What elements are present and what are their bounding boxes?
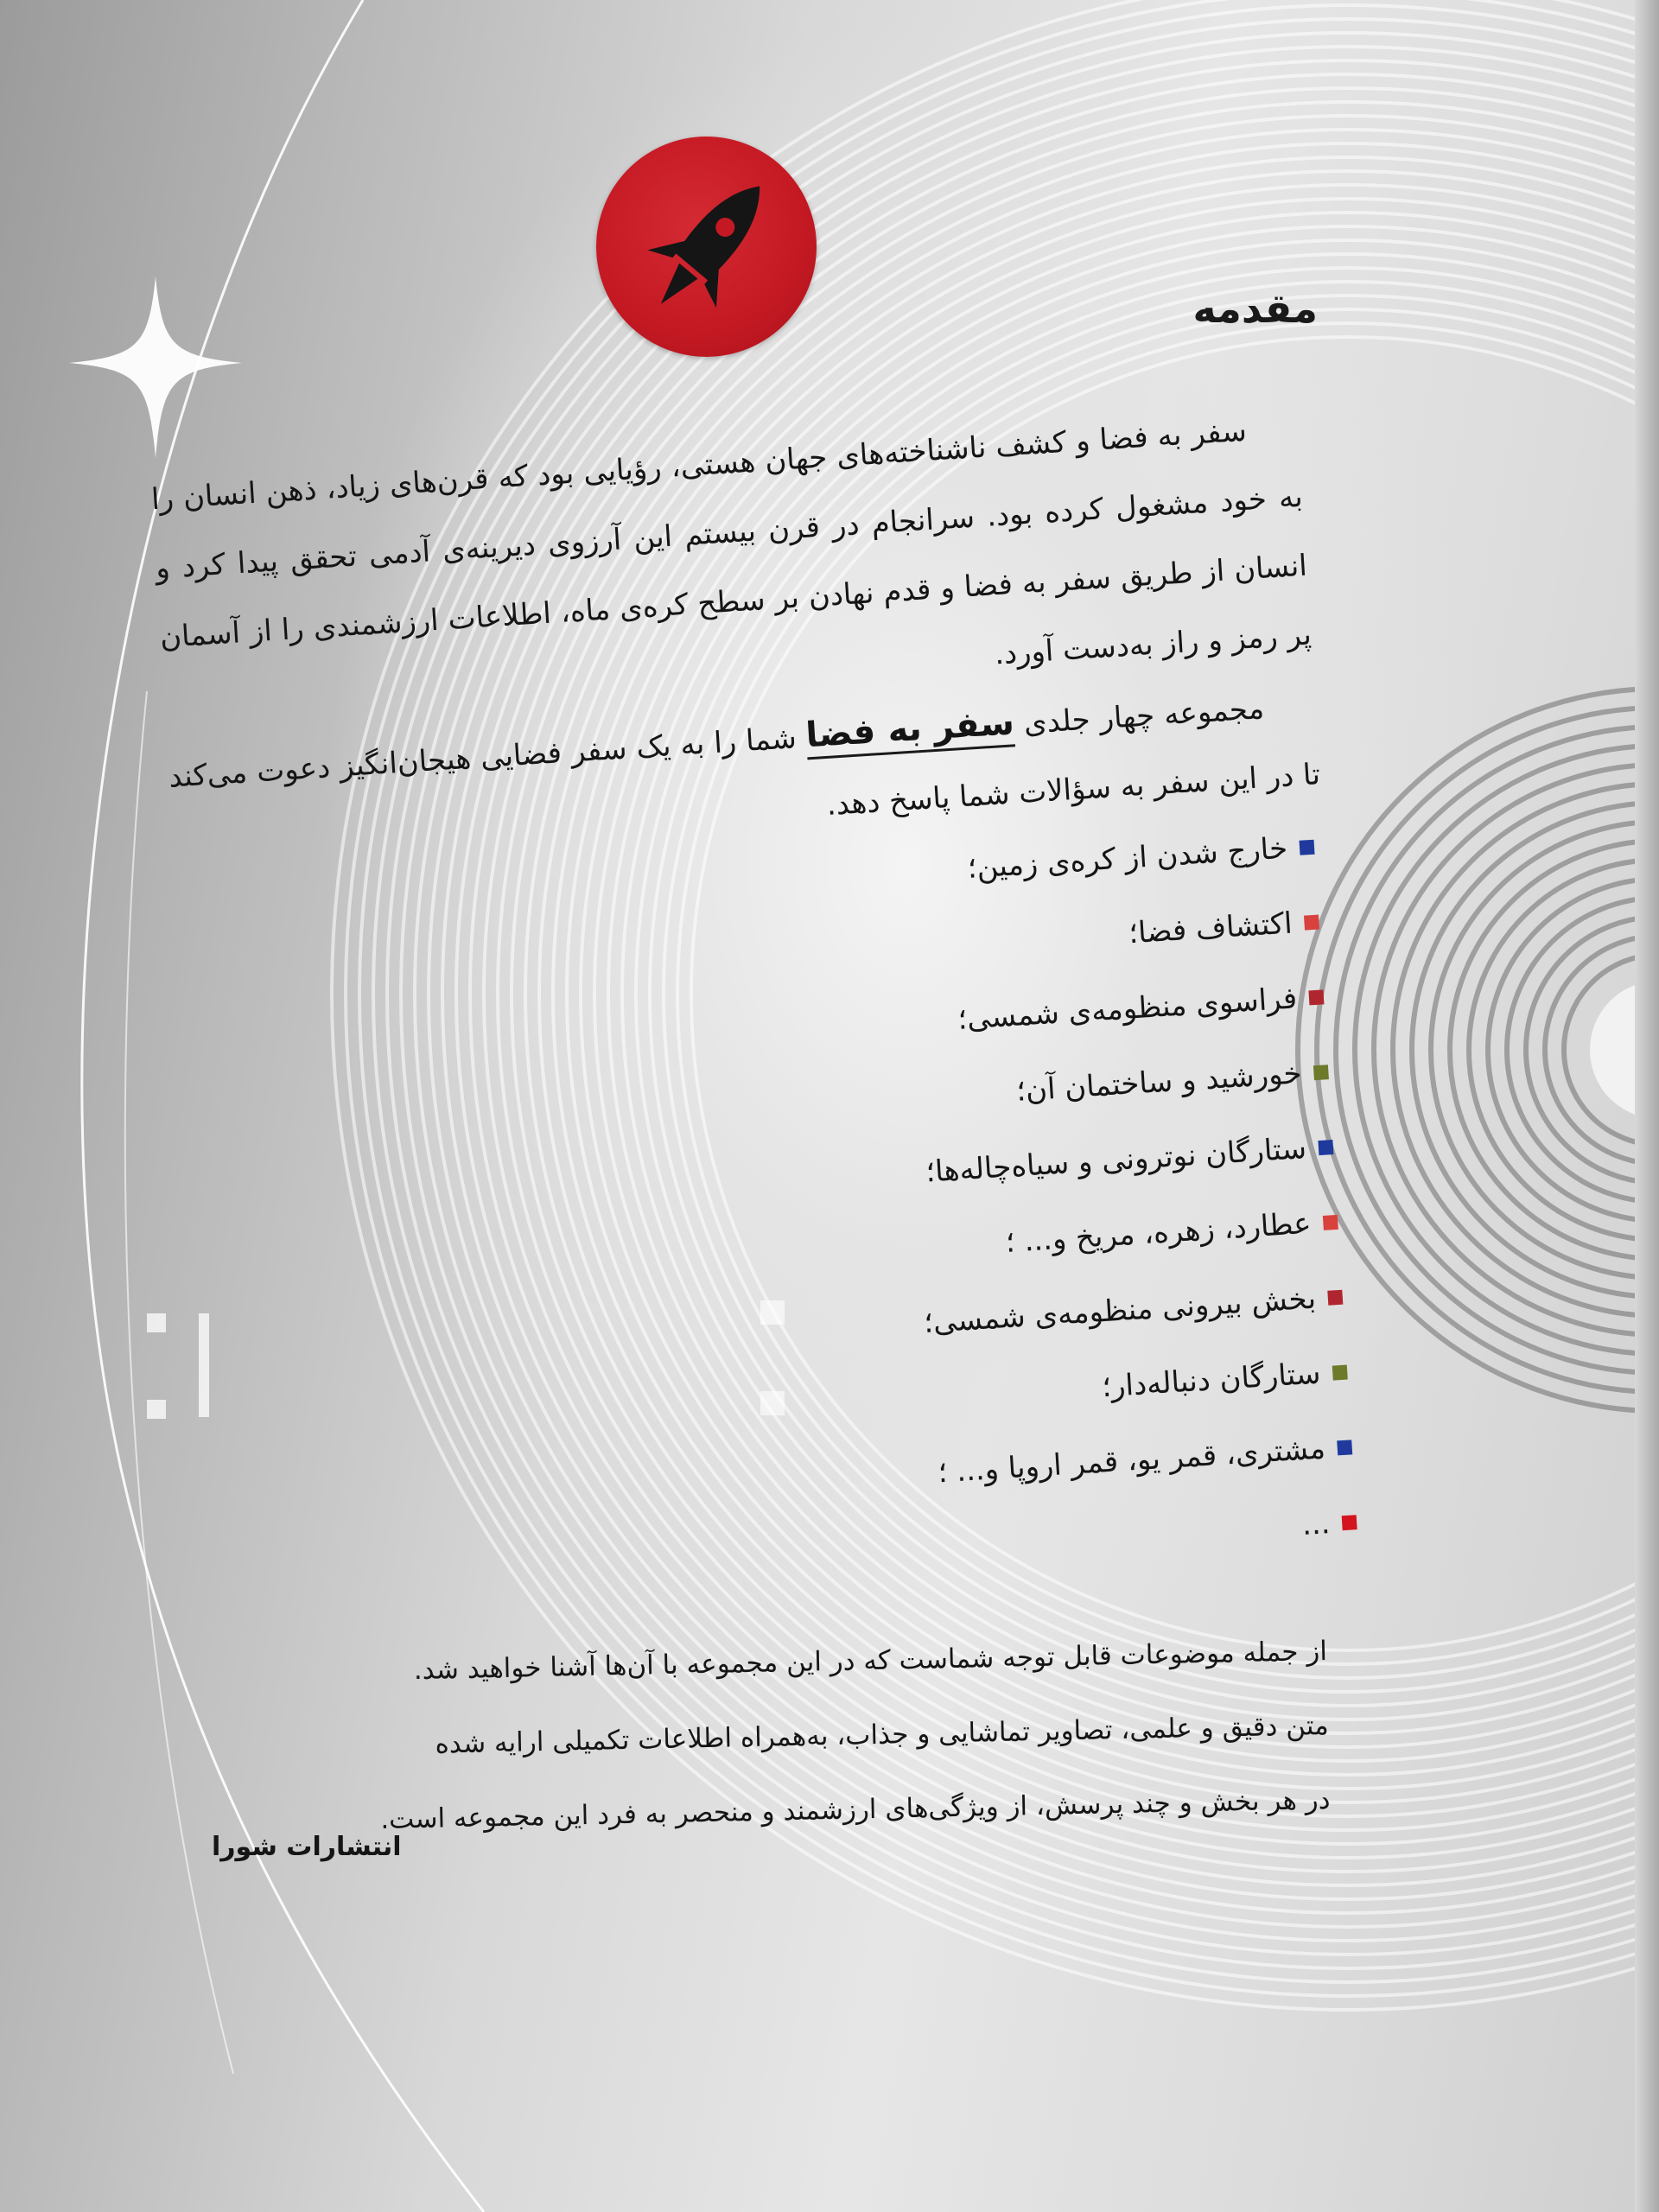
list-item-text: خارج شدن از کره‌ی زمین؛: [966, 830, 1289, 886]
intro-paragraph: سفر به فضا و کشف ناشناخته‌های جهان هستی، رؤیایی بود که قرن‌های زیاد، ذهن انسان را به خود مشغول کرده بود. سرانجام در قرن بیستم این آرزوی دیرینه‌ی آدمی تحقق پیدا کرد و انسان از طریق سفر به فضا و قدم نهادن بر سطح کره‌ی ماه، اطلاعات ارزشمندی را از آسمان پر رمز و راز به‌دست آورد.: [149, 413, 1313, 672]
list-item-text: ...: [1300, 1506, 1332, 1543]
bullet-square-icon: [1318, 1140, 1333, 1155]
pixel-marks-left: [147, 1313, 209, 1419]
bullet-square-icon: [1313, 1065, 1329, 1080]
bullet-square-icon: [1304, 915, 1319, 931]
bullet-square-icon: [1342, 1515, 1357, 1530]
list-item-text: فراسوی منظومه‌ی شمسی؛: [957, 981, 1299, 1037]
list-item-text: مشتری، قمر یو، قمر اروپا و... ؛: [937, 1431, 1327, 1491]
closing-line: متن دقیق و علمی، تصاویر تماشایی و جذاب، به‌همراه اطلاعات تکمیلی ارایه شده: [435, 1709, 1330, 1760]
series-text-before: مجموعه چهار جلدی: [1022, 691, 1266, 741]
bullet-square-icon: [1300, 840, 1315, 855]
bullet-square-icon: [1327, 1290, 1343, 1306]
closing-line: در هر بخش و چند پرسش، از ویژگی‌های ارزشمند و منحصر به فرد این مجموعه است.: [379, 1783, 1331, 1835]
list-item-text: خورشید و ساختمان آن؛: [1015, 1056, 1303, 1109]
closing-line: از جمله موضوعات قابل توجه شماست که در این مجموعه با آن‌ها آشنا خواهید شد.: [413, 1635, 1328, 1687]
list-item-text: ستارگان دنباله‌دار؛: [1101, 1356, 1322, 1405]
list-item-text: بخش بیرونی منظومه‌ی شمسی؛: [922, 1281, 1318, 1341]
closing-section: [194, 1614, 1331, 1860]
bullet-square-icon: [1308, 989, 1324, 1005]
series-text-after: شما را به یک سفر فضایی هیجان‌انگیز دعوت می‌کند تا در این سفر به سؤالات شما پاسخ دهد.: [168, 721, 1322, 823]
bullet-square-icon: [1332, 1365, 1348, 1381]
intro-section: [149, 393, 1370, 1631]
rocket-badge: [596, 137, 817, 357]
publisher-signature: انتشارات شورا: [212, 1832, 402, 1862]
series-title: سفر به فضا: [804, 702, 1015, 760]
rocket-icon: [596, 137, 817, 357]
bullet-square-icon: [1323, 1215, 1338, 1230]
list-item-text: اکتشاف فضا؛: [1128, 906, 1294, 951]
page-heading: مقدمه: [1192, 285, 1318, 332]
sparkle-star-icon: [69, 276, 242, 458]
page-edge: [1635, 0, 1659, 2212]
list-item-text: عطارد، زهره، مریخ و... ؛: [1004, 1205, 1313, 1261]
bullet-square-icon: [1337, 1440, 1352, 1455]
list-item-text: ستارگان نوترونی و سیاه‌چاله‌ها؛: [925, 1131, 1308, 1190]
topic-list: [175, 809, 1370, 1631]
